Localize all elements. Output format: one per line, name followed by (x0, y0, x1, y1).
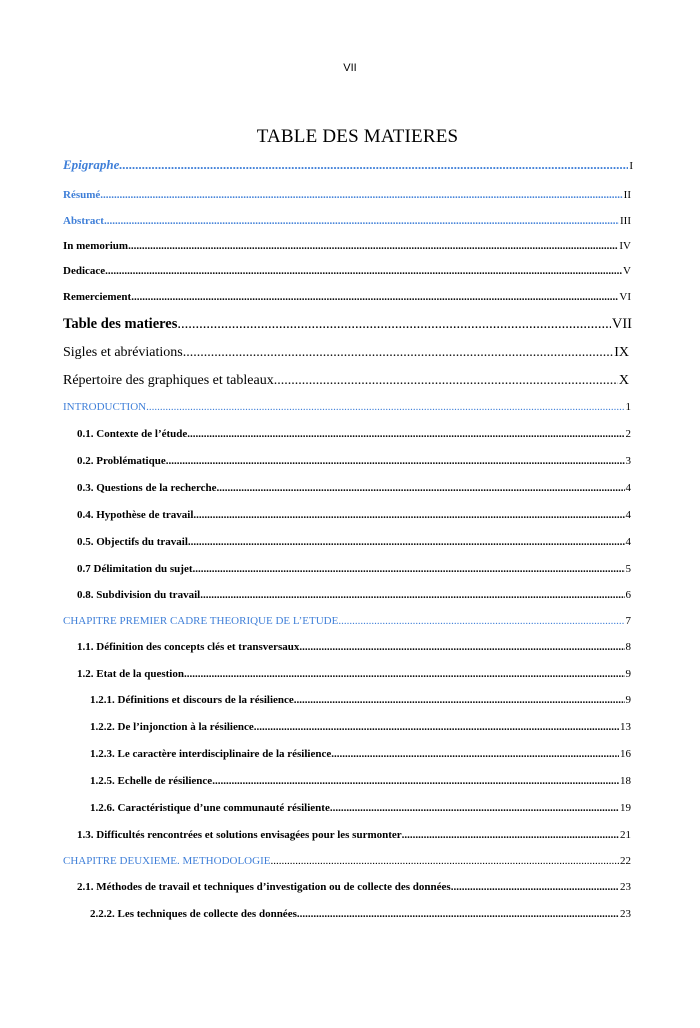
leader-dots (119, 157, 628, 173)
toc-entry-label: Remerciement (63, 291, 132, 303)
toc-entry-label: CHAPITRE DEUXIEME. METHODOLOGIE (63, 855, 271, 867)
toc-entry-page: III (620, 215, 631, 227)
toc-entry-resume[interactable] (63, 189, 631, 201)
toc-entry-0-3[interactable] (77, 482, 631, 494)
toc-entry-label: 1.2. Etat de la question (77, 668, 184, 680)
toc-entry-page: 19 (620, 802, 631, 814)
toc-entry-page: 8 (625, 641, 631, 653)
toc-entry-page: 16 (620, 748, 631, 760)
toc-entry-1-2-2[interactable] (90, 721, 631, 733)
toc-entry-label: Sigles et abréviations (63, 345, 183, 360)
toc-entry-table-des-matieres[interactable] (63, 316, 632, 333)
toc-entry-label: 2.1. Méthodes de travail et techniques d’investigation ou de collecte des données (77, 881, 451, 893)
leader-dots (402, 829, 619, 841)
leader-dots (183, 345, 613, 361)
toc-entry-page: VII (611, 316, 632, 332)
toc-entry-1-2[interactable] (77, 668, 631, 680)
toc-entry-page: 3 (625, 455, 631, 467)
toc-entry-remerciement[interactable] (63, 291, 631, 303)
toc-entry-abstract[interactable] (63, 215, 631, 227)
toc-entry-0-2[interactable] (77, 455, 631, 467)
leader-dots (330, 802, 619, 814)
toc-entry-label: INTRODUCTION (63, 401, 147, 413)
toc-entry-introduction[interactable] (63, 401, 631, 413)
toc-entry-page: 7 (625, 615, 631, 627)
toc-entry-label: 0.8. Subdivision du travail (77, 589, 201, 601)
toc-entry-page: V (623, 265, 631, 277)
toc-entry-0-4[interactable] (77, 509, 631, 521)
leader-dots (188, 536, 625, 548)
toc-entry-page: 13 (620, 721, 631, 733)
toc-entry-page: I (629, 160, 633, 172)
leader-dots (217, 482, 625, 494)
toc-entry-label: 0.4. Hypothèse de travail (77, 509, 194, 521)
toc-entry-chapitre-premier[interactable] (63, 615, 631, 627)
toc-entry-0-7[interactable] (77, 563, 631, 575)
leader-dots (177, 316, 610, 333)
leader-dots (270, 855, 619, 867)
toc-entry-page: 23 (620, 908, 631, 920)
toc-entry-1-2-6[interactable] (90, 802, 631, 814)
toc-entry-label: 1.2.5. Echelle de résilience (90, 775, 213, 787)
toc-entry-label: CHAPITRE PREMIER CADRE THEORIQUE DE L’ETUDE (63, 615, 339, 627)
leader-dots (338, 615, 624, 627)
toc-entry-page: 22 (620, 855, 631, 867)
toc-entry-0-1[interactable] (77, 428, 631, 440)
leader-dots (187, 428, 624, 440)
toc-entry-label: 1.1. Définition des concepts clés et transversaux (77, 641, 300, 653)
toc-entry-page: II (623, 189, 631, 201)
toc-entry-label: Répertoire des graphiques et tableaux (63, 373, 274, 388)
toc-entry-chapitre-deuxieme[interactable] (63, 855, 631, 867)
leader-dots (128, 240, 618, 252)
toc-entry-label: 0.1. Contexte de l’étude (77, 428, 188, 440)
toc-entry-label: In memorium (63, 240, 129, 252)
leader-dots (104, 215, 619, 227)
toc-entry-page: 6 (625, 589, 631, 601)
leader-dots (297, 908, 619, 920)
toc-entry-label: Résumé (63, 189, 101, 201)
leader-dots (331, 748, 619, 760)
toc-entry-page: 1 (625, 401, 631, 413)
leader-dots (146, 401, 624, 413)
leader-dots (274, 373, 618, 389)
toc-entry-1-2-3[interactable] (90, 748, 631, 760)
toc-entry-repertoire[interactable] (63, 373, 629, 389)
leader-dots (200, 589, 624, 601)
leader-dots (131, 291, 618, 303)
toc-entry-label: 0.2. Problématique (77, 455, 166, 467)
toc-entry-page: 5 (625, 563, 631, 575)
toc-entry-page: 4 (625, 509, 631, 521)
toc-entry-page: IX (614, 345, 629, 360)
toc-entry-page: 9 (625, 694, 631, 706)
leader-dots (105, 265, 622, 277)
toc-entry-1-2-5[interactable] (90, 775, 631, 787)
leader-dots (193, 563, 625, 575)
toc-entry-epigraphe[interactable] (63, 157, 633, 173)
toc-entry-page: VI (619, 291, 631, 303)
toc-entry-label: Table des matieres (63, 316, 178, 332)
toc-entry-1-1[interactable] (77, 641, 631, 653)
toc-entry-2-2-2[interactable] (90, 908, 631, 920)
toc-entry-label: 0.7 Délimitation du sujet (77, 563, 193, 575)
toc-entry-label: 1.2.1. Définitions et discours de la résilience (90, 694, 294, 706)
toc-entry-label: Dedicace (63, 265, 106, 277)
toc-entry-dedicace[interactable] (63, 265, 631, 277)
toc-entry-page: 9 (625, 668, 631, 680)
toc-entry-page: 4 (625, 482, 631, 494)
leader-dots (299, 641, 624, 653)
toc-entry-page: X (618, 373, 629, 388)
leader-dots (294, 694, 625, 706)
toc-entry-page: 21 (620, 829, 631, 841)
toc-entry-label: Epigraphe (63, 157, 120, 172)
toc-entry-label: 0.5. Objectifs du travail (77, 536, 188, 548)
toc-entry-page: IV (619, 240, 631, 252)
toc-entry-label: 2.2.2. Les techniques de collecte des données (90, 908, 297, 920)
toc-entry-1-3[interactable] (77, 829, 631, 841)
leader-dots (166, 455, 625, 467)
page-title: TABLE DES MATIERES (256, 126, 459, 147)
leader-dots (451, 881, 619, 893)
toc-entry-in-memorium[interactable] (63, 240, 631, 252)
leader-dots (212, 775, 619, 787)
leader-dots (193, 509, 624, 521)
toc-entry-page: 23 (620, 881, 631, 893)
toc-entry-page: 2 (625, 428, 631, 440)
leader-dots (100, 189, 622, 201)
toc-entry-2-1[interactable] (77, 881, 631, 893)
toc-entry-page: 18 (620, 775, 631, 787)
toc-entry-label: Abstract (63, 215, 104, 227)
toc-entry-label: 0.3. Questions de la recherche (77, 482, 217, 494)
toc-entry-label: 1.3. Difficultés rencontrées et solutions envisagées pour les surmonter (77, 829, 402, 841)
page-number: VII (343, 62, 357, 74)
toc-entry-label: 1.2.2. De l’injonction à la résilience (90, 721, 254, 733)
toc-entry-0-8[interactable] (77, 589, 631, 601)
toc-entry-sigles[interactable] (63, 345, 629, 361)
leader-dots (184, 668, 625, 680)
leader-dots (254, 721, 619, 733)
toc-entry-0-5[interactable] (77, 536, 631, 548)
toc-entry-label: 1.2.6. Caractéristique d’une communauté résiliente (90, 802, 330, 814)
toc-entry-label: 1.2.3. Le caractère interdisciplinaire de la résilience (90, 748, 332, 760)
toc-entry-1-2-1[interactable] (90, 694, 631, 706)
toc-entry-page: 4 (625, 536, 631, 548)
